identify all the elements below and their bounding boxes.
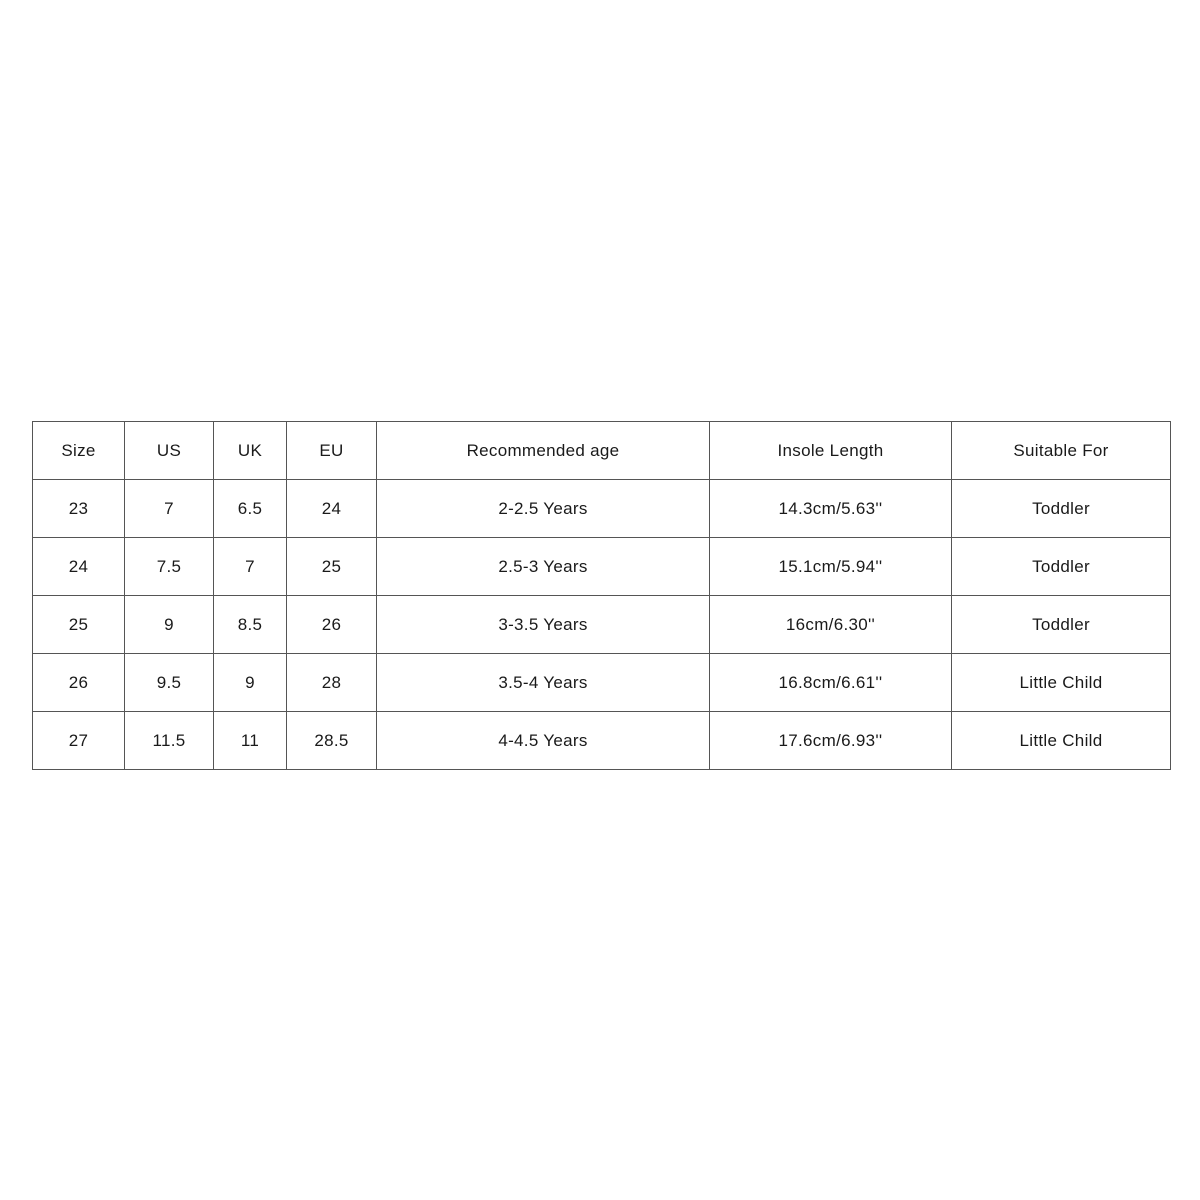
cell-insole-length: 17.6cm/6.93'' xyxy=(710,712,952,770)
cell-insole-length: 14.3cm/5.63'' xyxy=(710,480,952,538)
cell-suitable-for: Toddler xyxy=(952,596,1171,654)
header-size: Size xyxy=(33,422,125,480)
cell-recommended-age: 2.5-3 Years xyxy=(377,538,710,596)
cell-recommended-age: 2-2.5 Years xyxy=(377,480,710,538)
cell-eu: 25 xyxy=(287,538,377,596)
cell-size: 27 xyxy=(33,712,125,770)
header-us: US xyxy=(125,422,214,480)
cell-size: 25 xyxy=(33,596,125,654)
cell-eu: 28 xyxy=(287,654,377,712)
table-row xyxy=(33,596,1171,654)
table-row xyxy=(33,654,1171,712)
header-uk: UK xyxy=(214,422,287,480)
cell-insole-length: 15.1cm/5.94'' xyxy=(710,538,952,596)
cell-us: 11.5 xyxy=(125,712,214,770)
table-row xyxy=(33,712,1171,770)
header-eu: EU xyxy=(287,422,377,480)
table-header-row xyxy=(33,422,1171,480)
cell-suitable-for: Toddler xyxy=(952,538,1171,596)
cell-recommended-age: 3-3.5 Years xyxy=(377,596,710,654)
cell-recommended-age: 4-4.5 Years xyxy=(377,712,710,770)
cell-insole-length: 16.8cm/6.61'' xyxy=(710,654,952,712)
table-row xyxy=(33,538,1171,596)
cell-eu: 26 xyxy=(287,596,377,654)
cell-us: 9.5 xyxy=(125,654,214,712)
cell-suitable-for: Toddler xyxy=(952,480,1171,538)
cell-suitable-for: Little Child xyxy=(952,654,1171,712)
cell-size: 26 xyxy=(33,654,125,712)
cell-uk: 9 xyxy=(214,654,287,712)
cell-recommended-age: 3.5-4 Years xyxy=(377,654,710,712)
cell-eu: 28.5 xyxy=(287,712,377,770)
cell-us: 7 xyxy=(125,480,214,538)
cell-size: 23 xyxy=(33,480,125,538)
cell-uk: 6.5 xyxy=(214,480,287,538)
size-chart-table xyxy=(32,421,1171,770)
cell-uk: 8.5 xyxy=(214,596,287,654)
header-suitable-for: Suitable For xyxy=(952,422,1171,480)
cell-us: 7.5 xyxy=(125,538,214,596)
header-recommended-age: Recommended age xyxy=(377,422,710,480)
cell-us: 9 xyxy=(125,596,214,654)
cell-suitable-for: Little Child xyxy=(952,712,1171,770)
cell-size: 24 xyxy=(33,538,125,596)
cell-insole-length: 16cm/6.30'' xyxy=(710,596,952,654)
header-insole-length: Insole Length xyxy=(710,422,952,480)
cell-eu: 24 xyxy=(287,480,377,538)
cell-uk: 11 xyxy=(214,712,287,770)
table-row xyxy=(33,480,1171,538)
cell-uk: 7 xyxy=(214,538,287,596)
